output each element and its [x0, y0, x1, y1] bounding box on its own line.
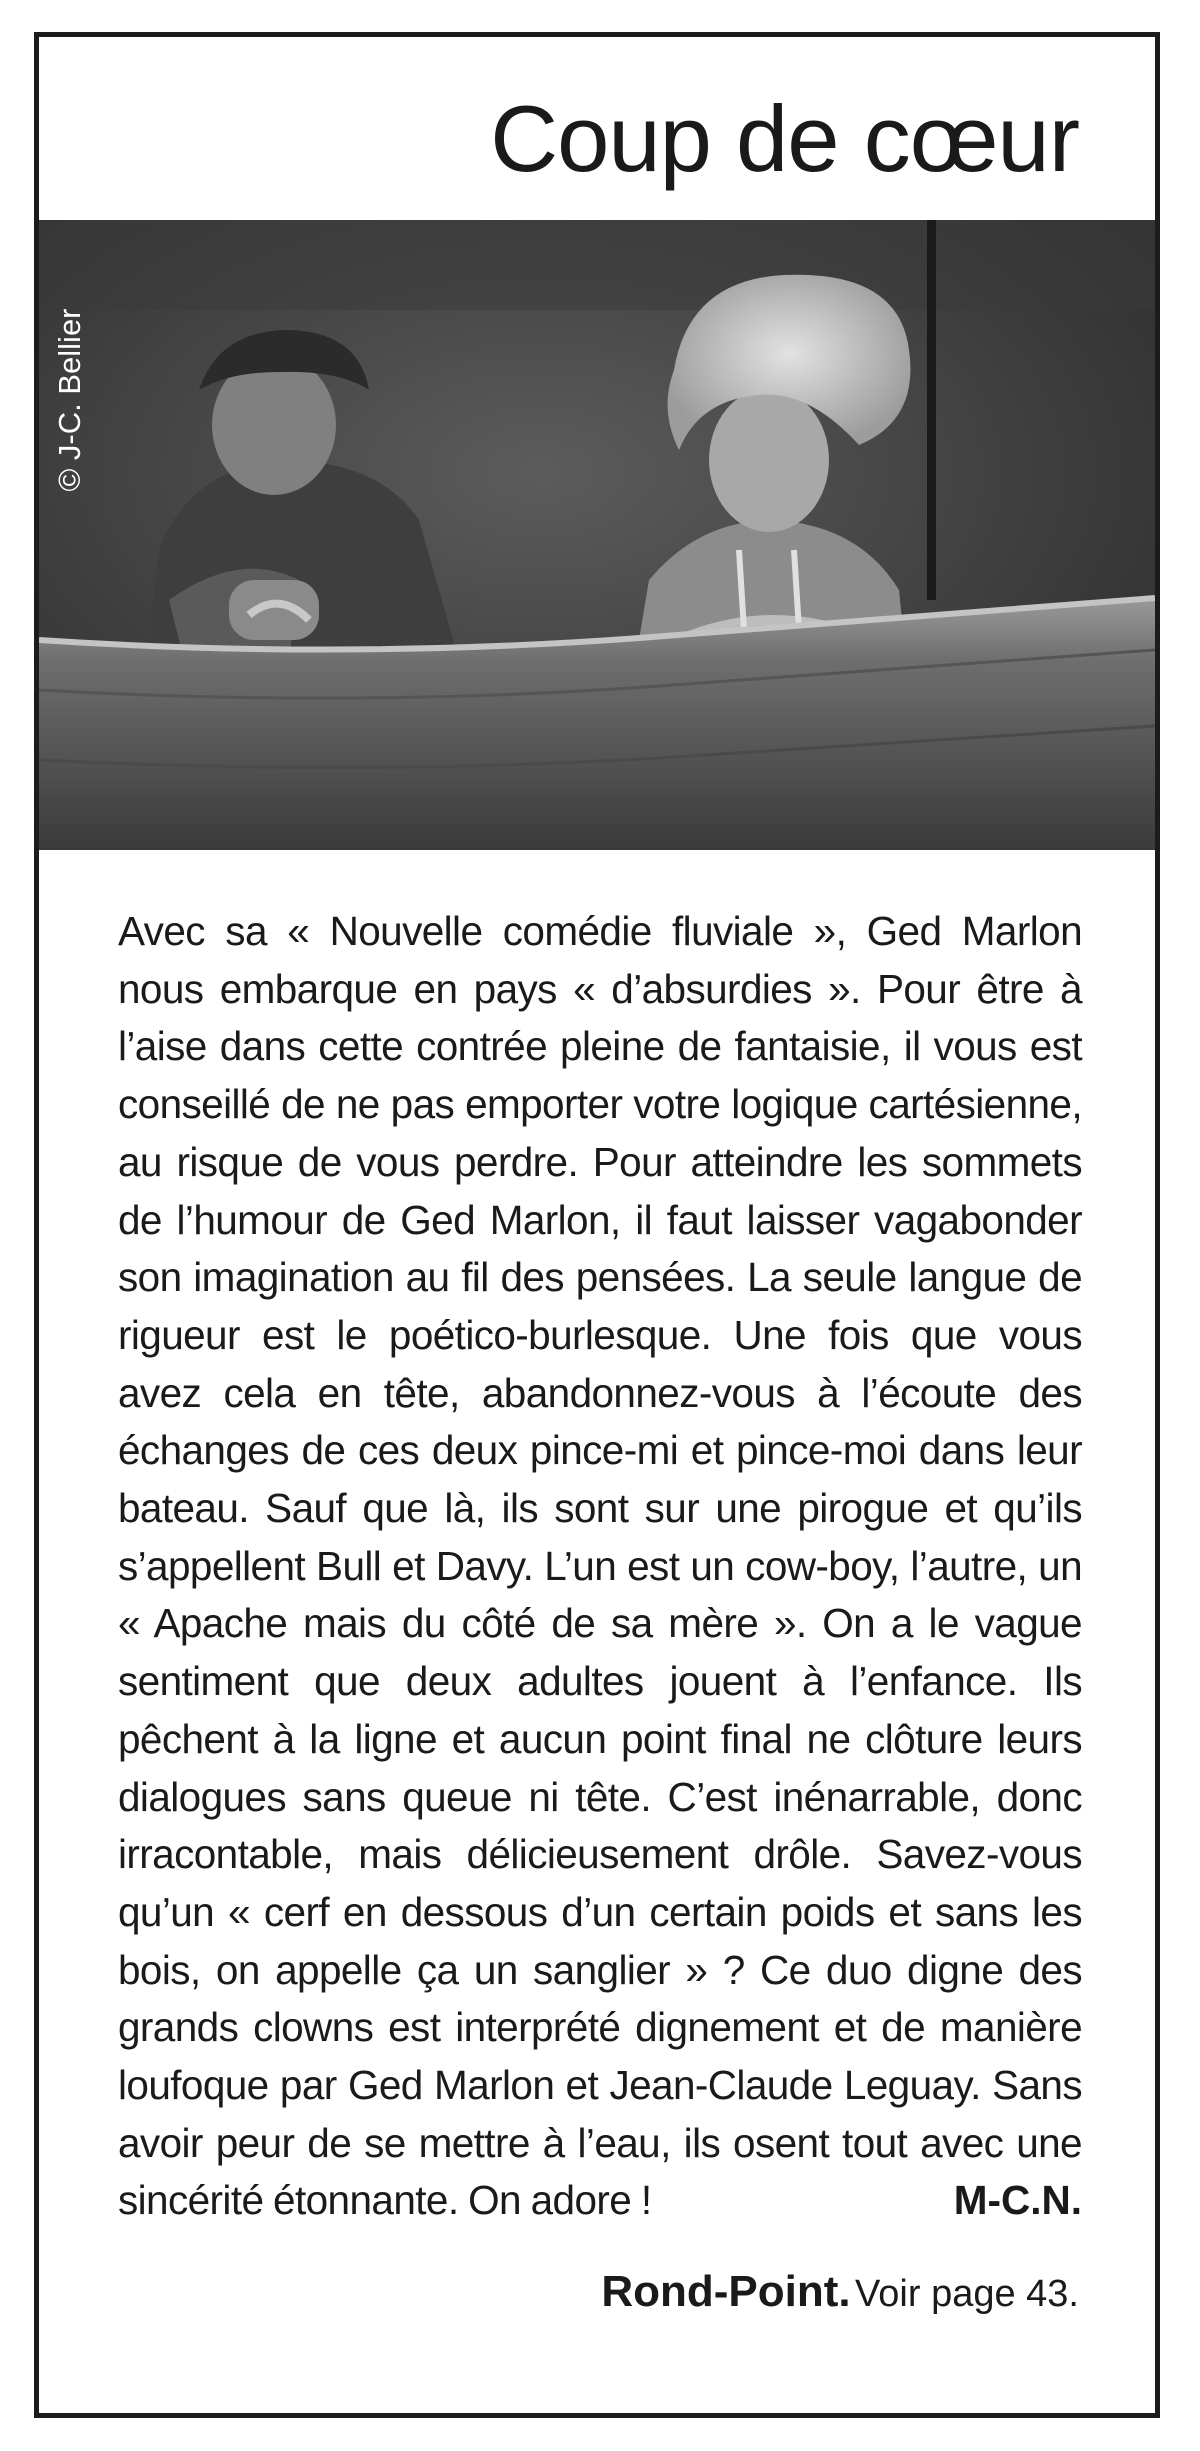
page-reference: Voir page 43.: [855, 2273, 1079, 2315]
venue-name: Rond-Point.: [601, 2267, 851, 2316]
article-footer: [601, 2267, 1079, 2317]
article-body: [118, 903, 1082, 2230]
article-frame: [34, 32, 1160, 2418]
photo-credit-text: © J-C. Bellier: [52, 308, 87, 492]
article-photo: [39, 220, 1155, 850]
author-signature: M-C.N.: [953, 2177, 1082, 2224]
photo-credit: [45, 220, 95, 580]
article-title: Coup de cœur: [490, 86, 1079, 191]
stage-photo-illustration: [39, 220, 1155, 850]
article-body-text: Avec sa « Nouvelle comédie fluviale », Ged Marlon nous embarque en pays « d’absurdies ». Pour être à l’aise dans cette contrée pleine de fantaisie, il vous est conseillé de ne pas emporter votre logique cartésienne, au risque de vous perdre. Pour atteindre les sommets de l’humour de Ged Marlon, il faut laisser vagabonder son imagination au fil des pensées. La seule langue de rigueur est le poético-burlesque. Une fois que vous avez cela en tête, abandonnez-vous à l’écoute des échanges de ces deux pince-mi et pince-moi dans leur bateau. Sauf que là, ils sont sur une pirogue et qu’ils s’appellent Bull et Davy. L’un est un cow-boy, l’autre, un « Apache mais du côté de sa mère ». On a le vague sentiment que deux adultes jouent à l’enfance. Ils pêchent à la ligne et aucun point final ne clôture leurs dialogues sans queue ni tête. C’est inénarrable, donc irracontable, mais délicieusement drôle. Savez-vous qu’un « cerf en dessous d’un certain poids et sans les bois, on appelle ça un sanglier » ? Ce duo digne des grands clowns est interprété dignement et de manière loufoque par Ged Marlon et Jean-Claude Leguay. Sans avoir peur de se mettre à l’eau, ils osent tout avec une sincérité étonnante. On adore !: [118, 908, 1082, 2224]
